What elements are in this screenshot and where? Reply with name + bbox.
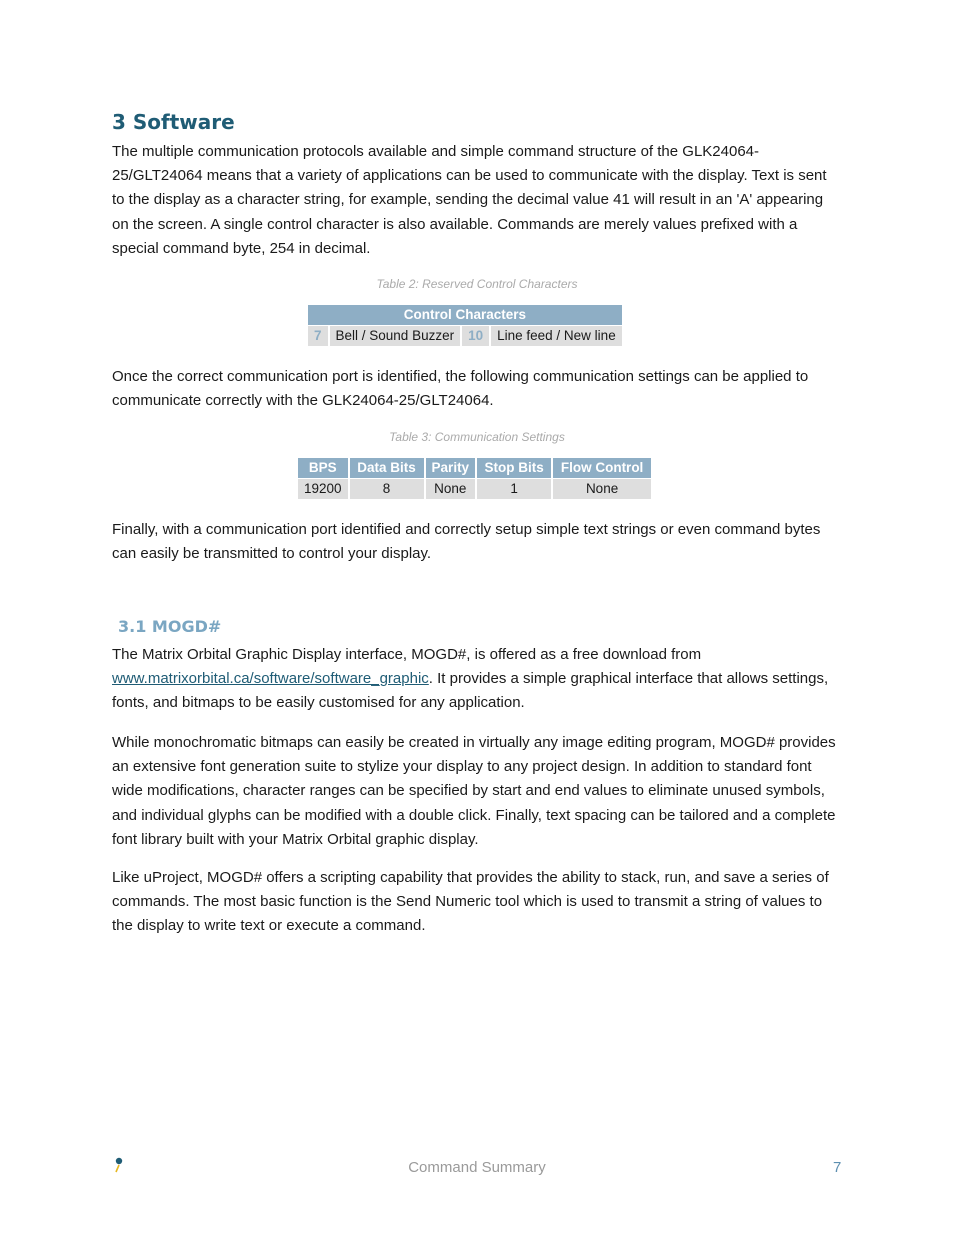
table-header: Control Characters	[308, 305, 622, 326]
download-link[interactable]: www.matrixorbital.ca/software/software_graphic	[112, 670, 429, 688]
table-cell: 8	[350, 479, 424, 499]
mogd-paragraph-3: Like uProject, MOGD# offers a scripting capability that provides the ability to stack, run, and save a series of commands. The most basic function is the Send Numeric tool which is used to transmit a string of values to the display to write text or execute a command.	[112, 869, 829, 935]
table-header: BPS	[298, 458, 348, 479]
table-header: Flow Control	[553, 458, 651, 479]
section-heading: 3 Software	[112, 110, 235, 134]
table-header: Stop Bits	[477, 458, 551, 479]
table-cell: None	[426, 479, 476, 499]
table-cell: Line feed / New line	[491, 326, 622, 346]
table-cell: None	[553, 479, 651, 499]
mogd-text-after: . It provides a simple graphical interface that allows settings, fonts, and bitmaps to be easily customised for any application.	[112, 670, 829, 712]
table-cell: 19200	[298, 479, 348, 499]
mogd-paragraph-2: While monochromatic bitmaps can easily be created in virtually any image editing program, MOGD# provides an extensive font generation suite to stylize your display to any project design. In addition to standard font wide modifications, character ranges can be specified by start and end values to eliminate unused symbols, and individual glyphs can be modified with a double click. Finally, text spacing can be tailored and a complete font library built with your Matrix Orbital graphic display.	[112, 734, 836, 848]
table3-caption: Table 3: Communication Settings	[389, 430, 565, 444]
table-row	[298, 479, 651, 499]
table-cell: 7	[308, 326, 328, 346]
communication-settings-table	[296, 458, 653, 499]
table-header: Parity	[426, 458, 476, 479]
intro-paragraph: The multiple communication protocols available and simple command structure of the GLK24064-25/GLT24064 means that a variety of applications can be used to communicate with the display. Text is sent to the display as a character string, for example, sending the decimal value 41 will result in an 'A' appearing on the screen. A single control character is also available. Commands are merely values prefixed with a special command byte, 254 in decimal.	[112, 143, 827, 257]
control-characters-table	[306, 305, 624, 346]
table-cell: 1	[477, 479, 551, 499]
comm-paragraph: Once the correct communication port is identified, the following communication settings can be applied to communicate correctly with the GLK24064-25/GLT24064.	[112, 368, 809, 410]
table-cell: 10	[462, 326, 489, 346]
table-row	[308, 326, 622, 346]
finally-paragraph: Finally, with a communication port identified and correctly setup simple text strings or even command bytes can easily be transmitted to control your display.	[112, 521, 821, 563]
mogd-paragraph-1	[112, 643, 842, 716]
table-cell: Bell / Sound Buzzer	[330, 326, 461, 346]
table2-caption: Table 2: Reserved Control Characters	[376, 277, 578, 291]
page-number: 7	[833, 1159, 842, 1176]
mogd-text-before: The Matrix Orbital Graphic Display interface, MOGD#, is offered as a free download from	[112, 646, 702, 663]
footer-title: Command Summary	[408, 1159, 546, 1176]
subsection-heading: 3.1 MOGD#	[118, 617, 222, 636]
table-header: Data Bits	[350, 458, 424, 479]
